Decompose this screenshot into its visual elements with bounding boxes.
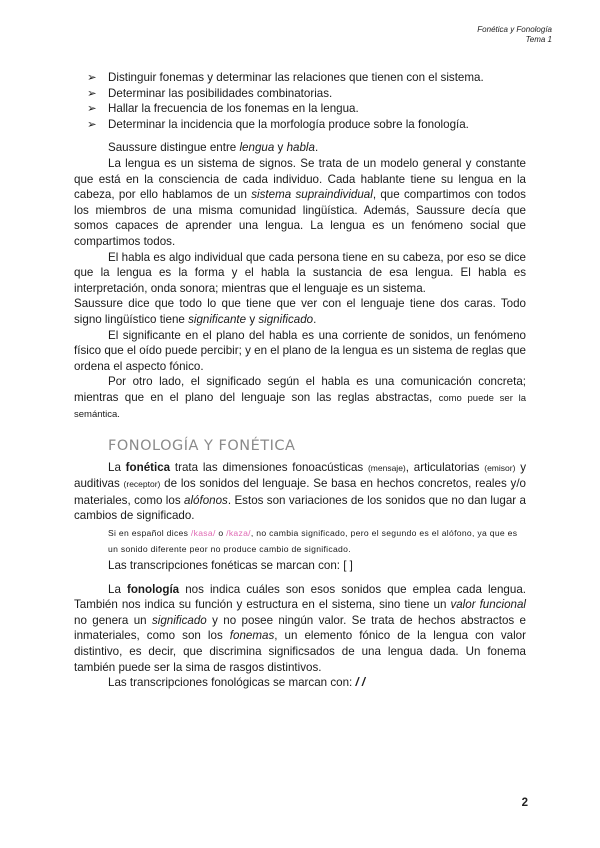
text-run: y (246, 312, 259, 326)
list-item (87, 70, 526, 86)
term-sistema-supraindividual: sistema supraindividual (251, 188, 373, 202)
text-run: , un elemento fónico de la lengua con valor distintivo, es decir, que discrimina significsados de una lengua dada. Un fonema también puede ser la sima de rasgos distintivos. (74, 629, 526, 674)
text-run: La lengua es un sistema de signos. Se trata de un modelo general y constante que está en la consciencia de cada individuo. Cada hablante tiene su lengua en la cabeza, por ello hablamos de un (74, 156, 526, 202)
text-run: , que compartimos con todos los miembros de una misma comunidad lingüística. Además, Saussure decía que somos capaces de aprender una lengua. La lengua es un fenómeno social que compartimos todos. (74, 188, 526, 248)
text-run: . (313, 312, 317, 326)
text-run: y auditivas (74, 460, 526, 491)
section-title: FONOLOGÍA Y FONÉTICA (108, 438, 296, 455)
term-significado: significado (258, 312, 314, 326)
list-item (87, 101, 526, 117)
text-run: La (108, 582, 127, 596)
slash-notation: / / (355, 676, 366, 690)
text-run: y (274, 141, 287, 155)
list-item-text: Hallar la frecuencia de los fonemas en la lengua. (108, 102, 359, 116)
transcription-kasa: /kasa/ (190, 528, 216, 539)
text-run: . Estos son variaciones de los sonidos que no dan lugar a cambios de significado. (74, 493, 526, 523)
paragraph-significante: El significante en el plano del habla es una corriente de sonidos, un fenómeno físico que el oído puede percibir; y en el plano de la lengua es un sistema de reglas que ordena el aspecto fónico. (74, 328, 526, 373)
text-run: nos indica cuáles son esos sonidos que emplea cada lengua. También nos indica su función y estructura en el sistema, sino tiene un (74, 582, 526, 612)
goals-list (74, 70, 526, 132)
term-significante: significante (188, 312, 247, 326)
term-valor-funcional: valor funcional (450, 598, 526, 612)
small-text: como puede ser la semántica. (74, 392, 526, 421)
arrow-bullet-icon: ➢ (87, 117, 97, 131)
page-number: 2 (521, 797, 528, 809)
paragraph-significado (74, 374, 526, 423)
list-item (87, 117, 526, 133)
term-fonetica: fonética (125, 460, 171, 474)
text-run: de los sonidos del lenguaje. Se basa en hechos concretos, reales y/o materiales, como los (74, 477, 526, 507)
paragraph-transcripciones-fonologicas (74, 675, 526, 691)
paragraph-dos-caras (74, 296, 526, 327)
arrow-bullet-icon: ➢ (87, 86, 97, 100)
paragraph-saussure-intro (74, 140, 526, 156)
arrow-bullet-icon: ➢ (87, 102, 97, 116)
arrow-bullet-icon: ➢ (87, 71, 97, 84)
text-run: , articulatorias (405, 460, 485, 474)
text-run: o (215, 528, 227, 539)
list-item (87, 86, 526, 102)
list-item-text: Distinguir fonemas y determinar las relaciones que tienen con el sistema. (108, 71, 484, 84)
paragraph-fonologia (74, 582, 526, 676)
text-run: no genera un (74, 613, 152, 627)
header-topic: Tema 1 (525, 35, 552, 44)
text-run: La (108, 460, 126, 474)
text-run: Saussure dice que todo lo que tiene que ver con el lenguaje tiene dos caras. Todo signo lingüístico tiene (74, 297, 526, 326)
list-item-text: Determinar la incidencia que la morfología produce sobre la fonología. (108, 117, 469, 131)
transcription-kaza: /kaza/ (226, 528, 251, 539)
running-header (477, 25, 552, 45)
term-fonemas: fonemas (229, 629, 275, 643)
text-run: Si en español dices (108, 528, 191, 539)
paragraph-lengua (74, 156, 526, 250)
document-body (74, 70, 526, 691)
text-run: Las transcripciones fonológicas se marcan con: (108, 676, 356, 690)
paragraph-habla: El habla es algo individual que cada persona tiene en su cabeza, por eso se dice que la lengua es la forma y el habla la sustancia de esa lengua. El habla es interpretación, onda sonora; mientras que el lenguaje es un sistema. (74, 250, 526, 295)
term-lengua: lengua (239, 141, 275, 155)
term-fonologia: fonología (126, 582, 180, 596)
term-significado: significado (151, 613, 207, 627)
term-alofonos: alófonos (184, 493, 228, 507)
text-run: Por otro lado, el significado según el habla es una comunicación concreta; mientras que en el plano del lenguaje son las reglas abstractas, (74, 375, 526, 404)
text-run: trata las dimensiones fonoacústicas (170, 460, 368, 474)
example-note (108, 525, 526, 557)
note-mensaje: (mensaje) (367, 462, 406, 473)
text-run: , no cambia significado, pero el segundo es el alófono, ya que es un sonido diferente peor no produce cambio de significado. (108, 528, 518, 555)
text-run: . (314, 141, 319, 155)
text-run: y no posee ningún valor. Se trata de hechos abstractos e inmateriales, como son los (74, 613, 526, 643)
header-subject: Fonética y Fonología (477, 25, 552, 34)
text-run: Saussure distingue entre (108, 141, 240, 155)
list-item-text: Determinar las posibilidades combinatorias. (108, 86, 333, 100)
term-habla: habla (286, 141, 315, 155)
paragraph-transcripciones-foneticas: Las transcripciones fonéticas se marcan con: [ ] (108, 559, 353, 573)
note-emisor: (emisor) (484, 462, 516, 473)
paragraph-fonetica (74, 460, 526, 524)
note-receptor: (receptor) (123, 479, 161, 490)
